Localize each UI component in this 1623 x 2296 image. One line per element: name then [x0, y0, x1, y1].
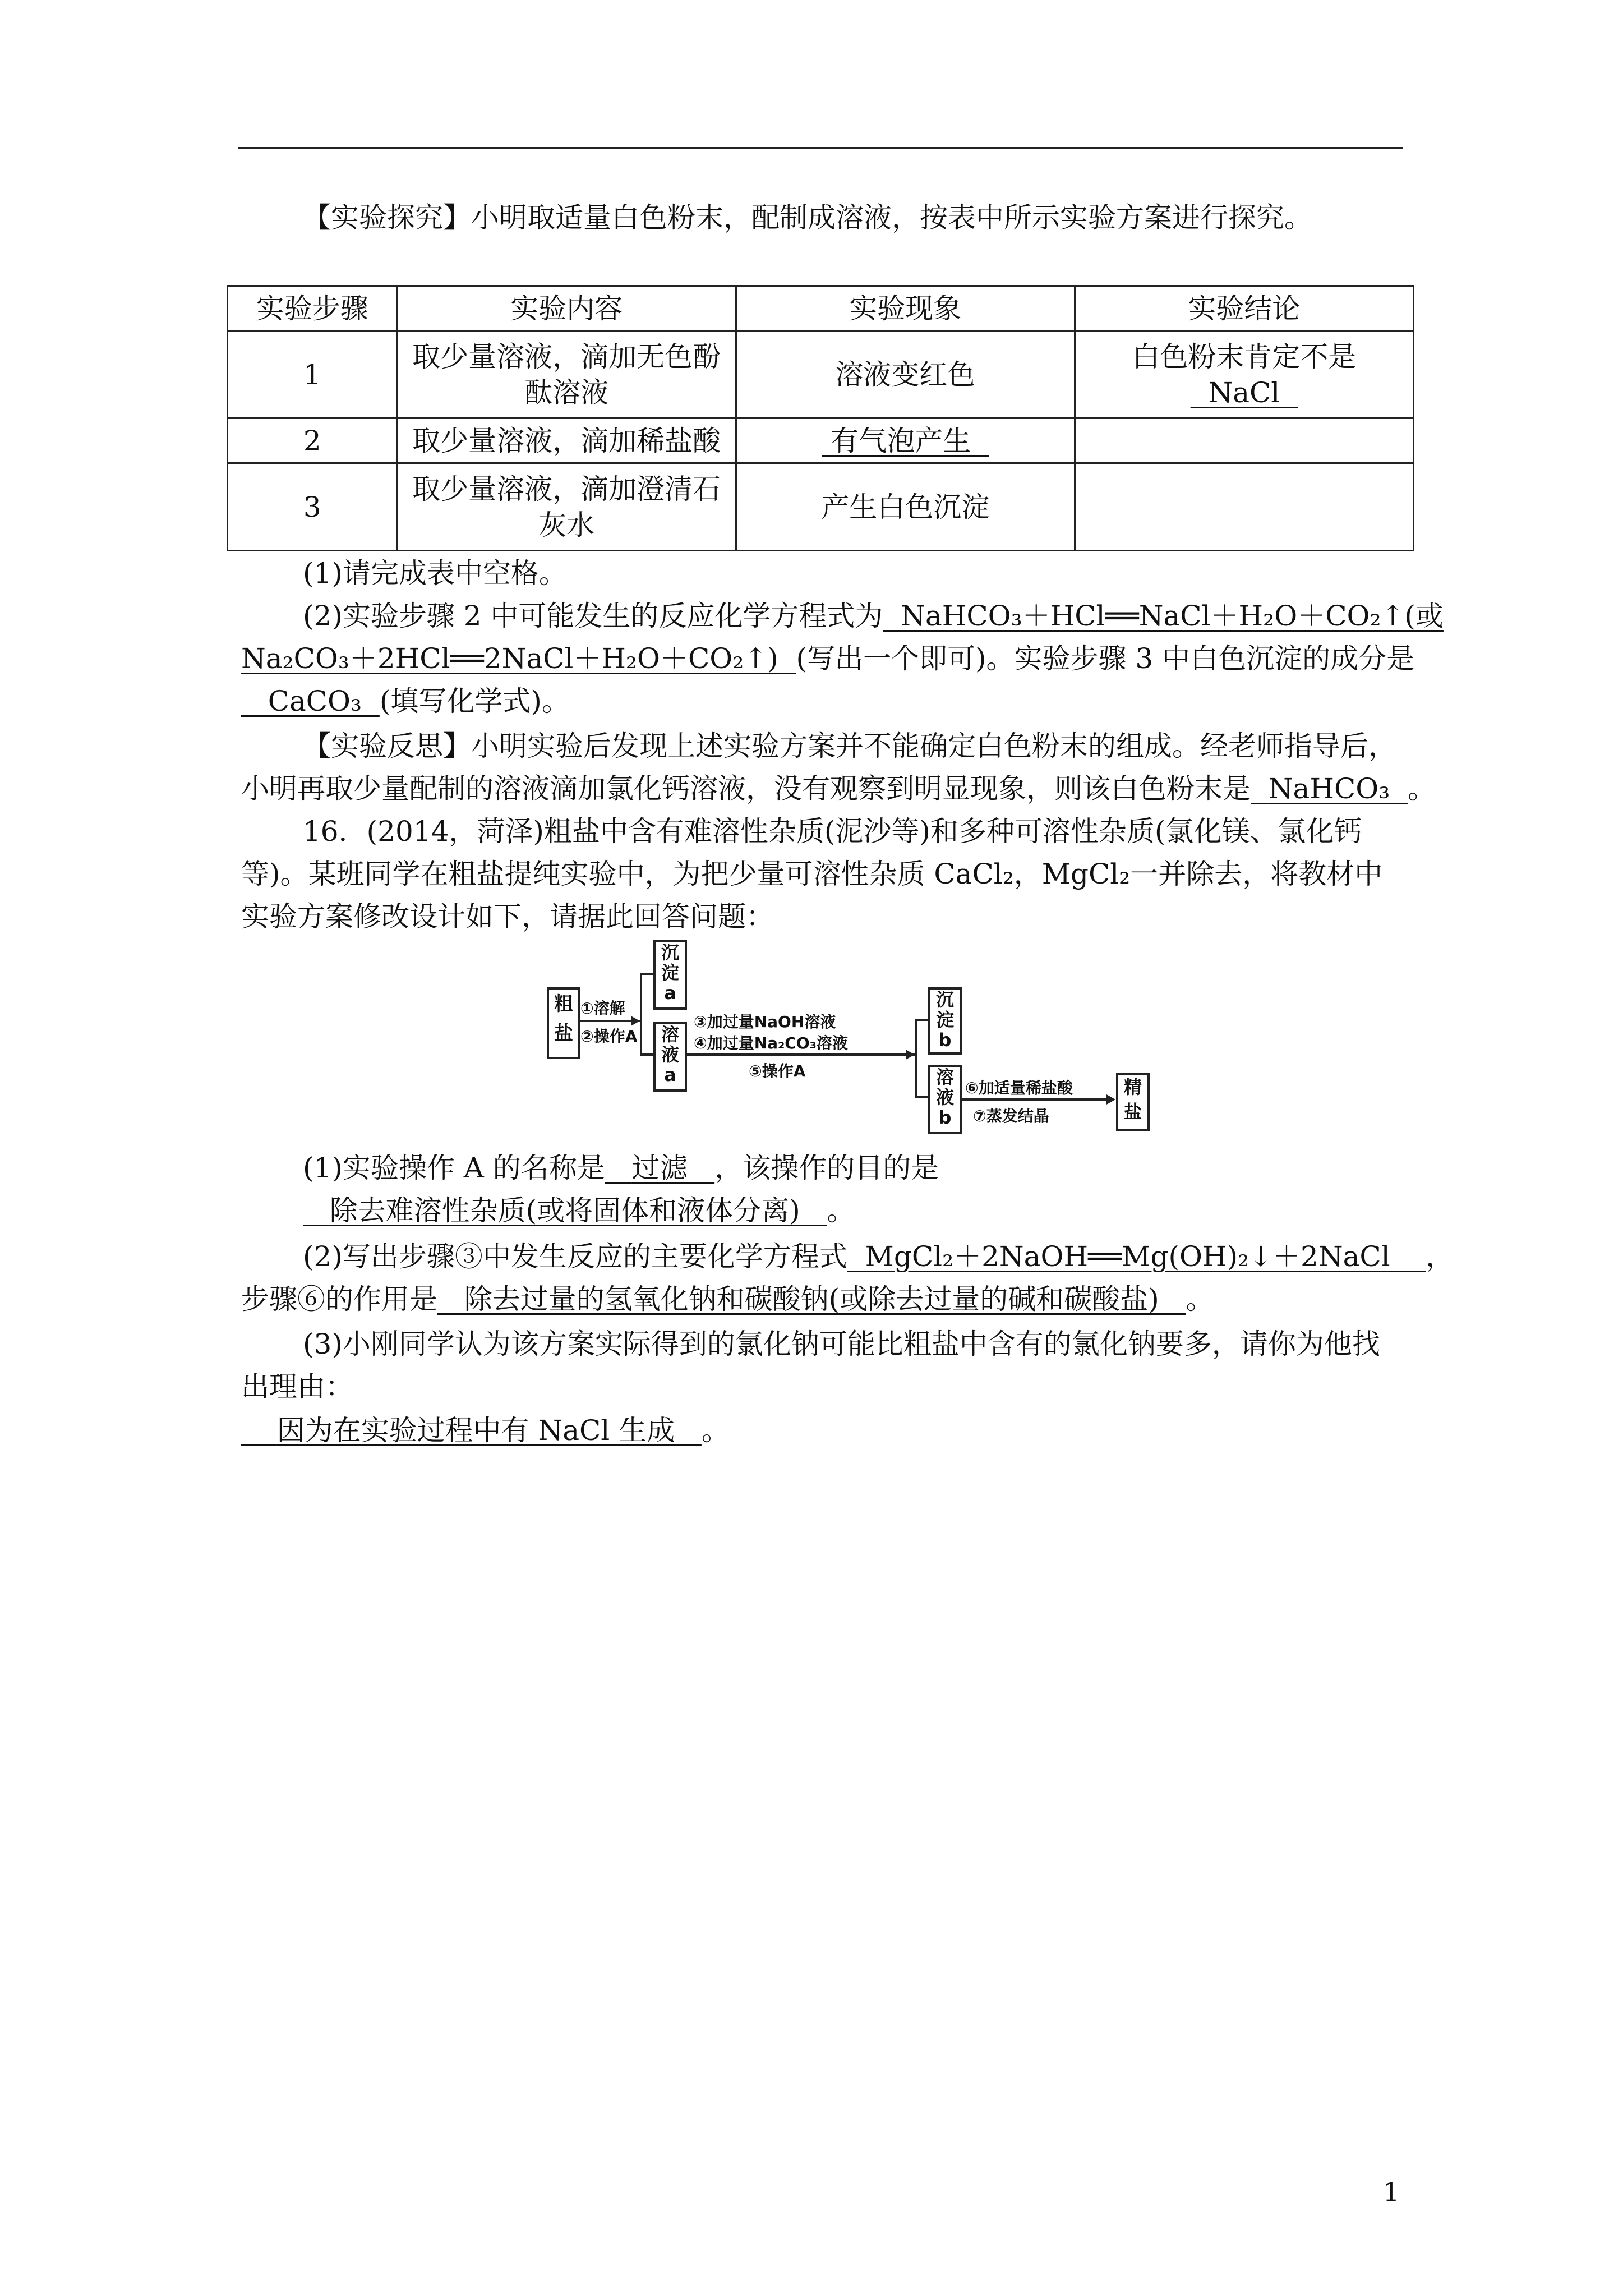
precipitate-a-box: 沉淀a — [653, 940, 687, 1010]
question-2-line3: CaCO₃ (填写化学式)。 — [241, 684, 570, 718]
table-cell: 1 — [228, 331, 398, 418]
table-header: 实验步骤 — [228, 286, 398, 331]
connector-line — [640, 1053, 653, 1056]
answer-blank: 因为在实验过程中有 NaCl 生成 — [276, 1414, 675, 1447]
crude-salt-box: 粗盐 — [547, 987, 580, 1059]
table-header: 实验现象 — [736, 286, 1075, 331]
answer-blank: NaHCO₃ — [1268, 772, 1390, 805]
step-label: ①溶解 — [580, 999, 625, 1018]
question-16-line1: 16．(2014，菏泽)粗盐中含有难溶性杂质(泥沙等)和多种可溶性杂质(氯化镁、氯化钙 — [303, 815, 1362, 848]
answer-blank: 除去难溶性杂质(或将固体和液体分离) — [329, 1194, 800, 1227]
table-cell: 3 — [228, 463, 398, 551]
table-cell — [736, 418, 1075, 463]
question-16-line3: 实验方案修改设计如下，请据此回答问题： — [241, 900, 774, 933]
reflection-line1: 【实验反思】小明实验后发现上述实验方案并不能确定白色粉末的组成。经老师指导后， — [303, 730, 1396, 762]
table-cell: 取少量溶液，滴加澄清石 灰水 — [397, 463, 736, 551]
answer-blank: 有气泡产生 — [831, 424, 971, 457]
table-cell: 取少量溶液，滴加稀盐酸 — [397, 418, 736, 463]
table-row — [228, 463, 1414, 551]
connector-line — [640, 973, 642, 1056]
fine-salt-box: 精盐 — [1116, 1073, 1150, 1131]
answer-blank: MgCl₂＋2NaOH══Mg(OH)₂↓＋2NaCl — [865, 1240, 1390, 1273]
solution-b-box: 溶液b — [928, 1065, 962, 1134]
connector-line — [915, 1019, 928, 1021]
question-16-line2: 等)。某班同学在粗盐提纯实验中，为把少量可溶性杂质 CaCl₂，MgCl₂一并除去，将教材中 — [241, 858, 1383, 890]
table-cell: 白色粉末肯定不是 NaCl — [1075, 331, 1413, 418]
step-label: ⑥加适量稀盐酸 — [965, 1079, 1073, 1097]
connector-line — [915, 1019, 917, 1098]
precipitate-b-box: 沉淀b — [928, 987, 962, 1055]
table-cell: 取少量溶液，滴加无色酚 酞溶液 — [397, 331, 736, 418]
table-cell: 2 — [228, 418, 398, 463]
question-2-line2: Na₂CO₃＋2HCl══2NaCl＋H₂O＋CO₂↑) (写出一个即可)。实验步骤 3 中白色沉淀的成分是 — [241, 642, 1415, 675]
answer-2-line1: (2)写出步骤③中发生反应的主要化学方程式 MgCl₂＋2NaOH══Mg(OH)₂↓＋2NaCl ， — [303, 1240, 1454, 1273]
table-cell: 溶液变红色 — [736, 331, 1075, 418]
answer-3-line3: 因为在实验过程中有 NaCl 生成 。 — [241, 1414, 730, 1447]
step-label: ②操作A — [580, 1027, 638, 1046]
step-label: ⑤操作A — [749, 1062, 806, 1080]
table-row — [228, 418, 1414, 463]
answer-3-line1: (3)小刚同学认为该方案实际得到的氯化钠可能比粗盐中含有的氯化钠要多，请你为他找 — [303, 1328, 1380, 1360]
connector-line — [685, 1053, 915, 1056]
table-row — [228, 331, 1414, 418]
connector-line — [960, 1098, 1108, 1101]
table-header: 实验内容 — [397, 286, 736, 331]
question-2-line1: (2)实验步骤 2 中可能发生的反应化学方程式为 NaHCO₃＋HCl══NaCl＋H₂O＋CO₂↑(或 — [303, 600, 1444, 632]
answer-2-line2: 步骤⑥的作用是 除去过量的氢氧化钠和碳酸钠(或除去过量的碱和碳酸盐) 。 — [241, 1283, 1214, 1315]
reflection-line2: 小明再取少量配制的溶液滴加氯化钙溶液，没有观察到明显现象，则该白色粉末是 NaHCO₃ 。 — [241, 772, 1436, 805]
intro-text: 【实验探究】小明取适量白色粉末，配制成溶液，按表中所示实验方案进行探究。 — [303, 201, 1312, 234]
step-label: ④加过量Na₂CO₃溶液 — [694, 1034, 848, 1052]
table-header-row — [228, 286, 1414, 331]
answer-blank: NaCl — [1208, 376, 1280, 409]
table-cell — [1075, 463, 1413, 551]
step-label: ③加过量NaOH溶液 — [694, 1013, 836, 1031]
answer-blank: NaHCO₃＋HCl══NaCl＋H₂O＋CO₂↑(或 — [901, 600, 1444, 632]
arrow-icon — [1106, 1094, 1115, 1105]
answer-blank: CaCO₃ — [268, 685, 362, 717]
table-cell — [1075, 418, 1413, 463]
header-rule — [238, 147, 1403, 149]
answer-blank: Na₂CO₃＋2HCl══2NaCl＋H₂O＋CO₂↑) — [241, 642, 778, 675]
connector-line — [915, 1096, 928, 1098]
question-1: (1)请完成表中空格。 — [303, 557, 567, 590]
table-cell: 产生白色沉淀 — [736, 463, 1075, 551]
answer-blank: 过滤 — [631, 1152, 688, 1184]
page-number: 1 — [1383, 2177, 1400, 2207]
solution-a-box: 溶液a — [653, 1022, 687, 1092]
answer-1-line2: 除去难溶性杂质(或将固体和液体分离) 。 — [303, 1194, 855, 1227]
answer-3-line2: 出理由： — [241, 1370, 353, 1403]
experiment-table — [227, 285, 1414, 551]
table-header: 实验结论 — [1075, 286, 1413, 331]
answer-blank: 除去过量的氢氧化钠和碳酸钠(或除去过量的碱和碳酸盐) — [464, 1283, 1159, 1315]
connector-line — [640, 973, 653, 975]
arrow-icon — [906, 1050, 915, 1060]
flow-diagram — [547, 931, 1158, 1144]
answer-1-line1: (1)实验操作 A 的名称是 过滤 ，该操作的目的是 — [303, 1152, 939, 1184]
step-label: ⑦蒸发结晶 — [973, 1107, 1049, 1125]
